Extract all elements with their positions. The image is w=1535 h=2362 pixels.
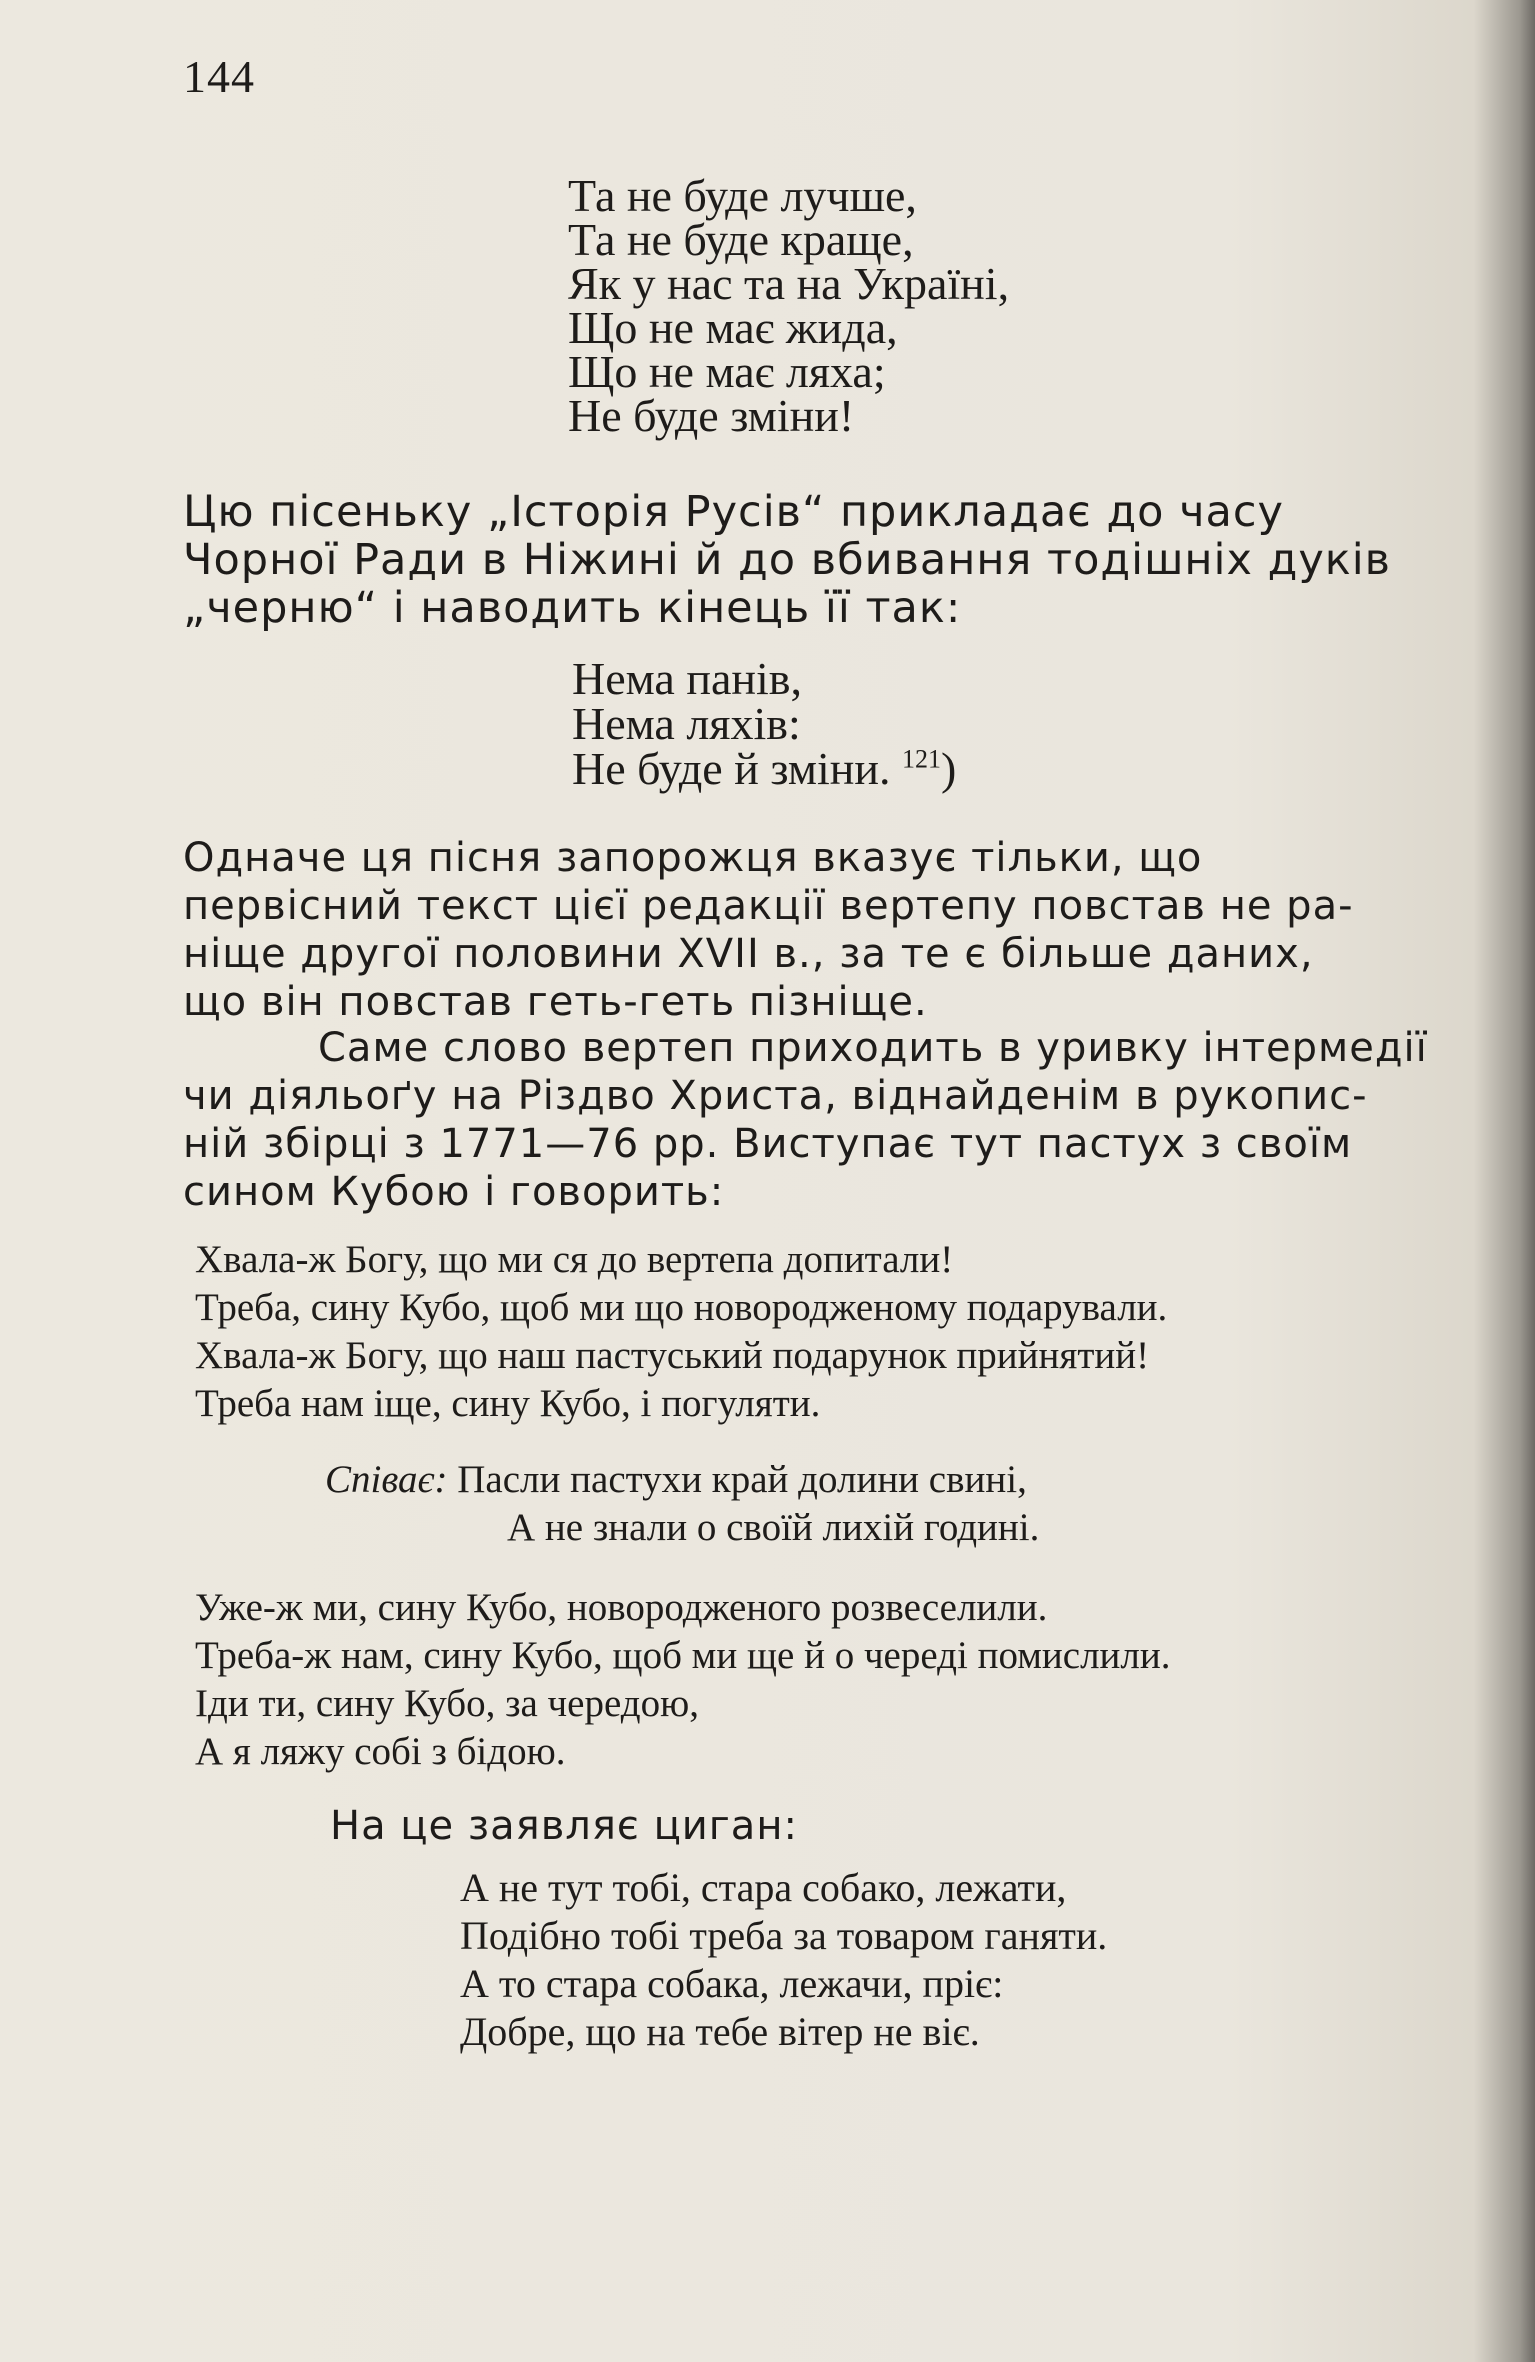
verse-line: Подібно тобі треба за товаром ганяти. xyxy=(460,1913,1108,1958)
verse-line: Не буде й зміни. xyxy=(572,743,891,794)
text-line: Одначе ця пісня запорожця вказує тільки, що xyxy=(183,835,1203,881)
verse-line: А не тут тобі, стара собако, лежати, xyxy=(460,1865,1067,1910)
text-line: Чорної Ради в Ніжині й до вбивання тодішніх дуків xyxy=(183,535,1392,585)
page-number: 144 xyxy=(183,51,255,102)
verse-2 xyxy=(572,653,957,794)
paragraph-3 xyxy=(183,1024,1513,1216)
verse-line: Уже-ж ми, сину Кубо, новородженого розвеселили. xyxy=(195,1586,1048,1629)
verse-line: Треба, сину Кубо, щоб ми що новородженому подарували. xyxy=(195,1286,1168,1329)
verse-3 xyxy=(195,1236,1167,1428)
text-line: первісний текст цієї редакції вертепу повстав не ра- xyxy=(183,883,1354,929)
verse-line: Що не має ляха; xyxy=(568,346,886,397)
verse-line: Іди ти, сину Кубо, за чередою, xyxy=(195,1682,699,1725)
text-line: ніще другої половини XVII в., за те є більше даних, xyxy=(183,931,1314,977)
verse-1 xyxy=(568,170,1010,441)
verse-line: Що не має жида, xyxy=(568,302,898,353)
verse-line: Та не буде краще, xyxy=(568,214,914,265)
song-label: Співає: xyxy=(325,1458,448,1501)
verse-line: Нема панів, xyxy=(572,653,802,704)
text-line: що він повстав геть-геть пізніще. xyxy=(183,979,928,1025)
text-line: сином Кубою і говорить: xyxy=(183,1169,725,1215)
text-line: ній збірці з 1771—76 рр. Виступає тут пастух з своїм xyxy=(183,1121,1353,1167)
text-line: чи діяльоґу на Різдво Христа, віднайденім в рукопис- xyxy=(183,1073,1368,1119)
verse-5 xyxy=(460,1864,1107,2056)
verse-line: А то стара собака, лежачи, пріє: xyxy=(460,1961,1004,2006)
paragraph-1 xyxy=(183,488,1513,632)
verse-line: Нема ляхів: xyxy=(572,698,801,749)
verse-line: Не буде зміни! xyxy=(568,390,855,441)
verse-line: Добре, що на тебе вітер не віє. xyxy=(460,2009,980,2054)
verse-line: Як у нас та на Україні, xyxy=(568,258,1010,309)
text-line: Саме слово вертеп приходить в уривку інтермедії xyxy=(318,1025,1428,1071)
verse-line: Треба-ж нам, сину Кубо, щоб ми ще й о череді помислили. xyxy=(195,1634,1171,1677)
text-line: Цю пісеньку „Історія Русів“ прикладає до часу xyxy=(183,487,1284,537)
verse-line: А я ляжу собі з бідою. xyxy=(195,1730,566,1773)
footnote-close: ) xyxy=(940,743,957,794)
song-line: Пасли пастухи край долини свині, xyxy=(457,1458,1027,1501)
verse-line: Треба нам іще, сину Кубо, і погуляти. xyxy=(195,1382,821,1425)
verse-line: Та не буде лучше, xyxy=(568,170,917,221)
footnote-ref: 121 xyxy=(901,744,941,774)
paragraph-4: На це заявляє циган: xyxy=(330,1803,798,1849)
verse-line: Хвала-ж Богу, що ми ся до вертепа допитали! xyxy=(195,1238,954,1281)
song-block xyxy=(325,1456,1039,1552)
song-line: А не знали о своїй лихій годині. xyxy=(507,1506,1040,1549)
text-line: „черню“ і наводить кінець її так: xyxy=(183,583,962,633)
paragraph-2 xyxy=(183,834,1513,1026)
verse-line: Хвала-ж Богу, що наш пастуський подарунок прийнятий! xyxy=(195,1334,1150,1377)
verse-4 xyxy=(195,1584,1171,1776)
